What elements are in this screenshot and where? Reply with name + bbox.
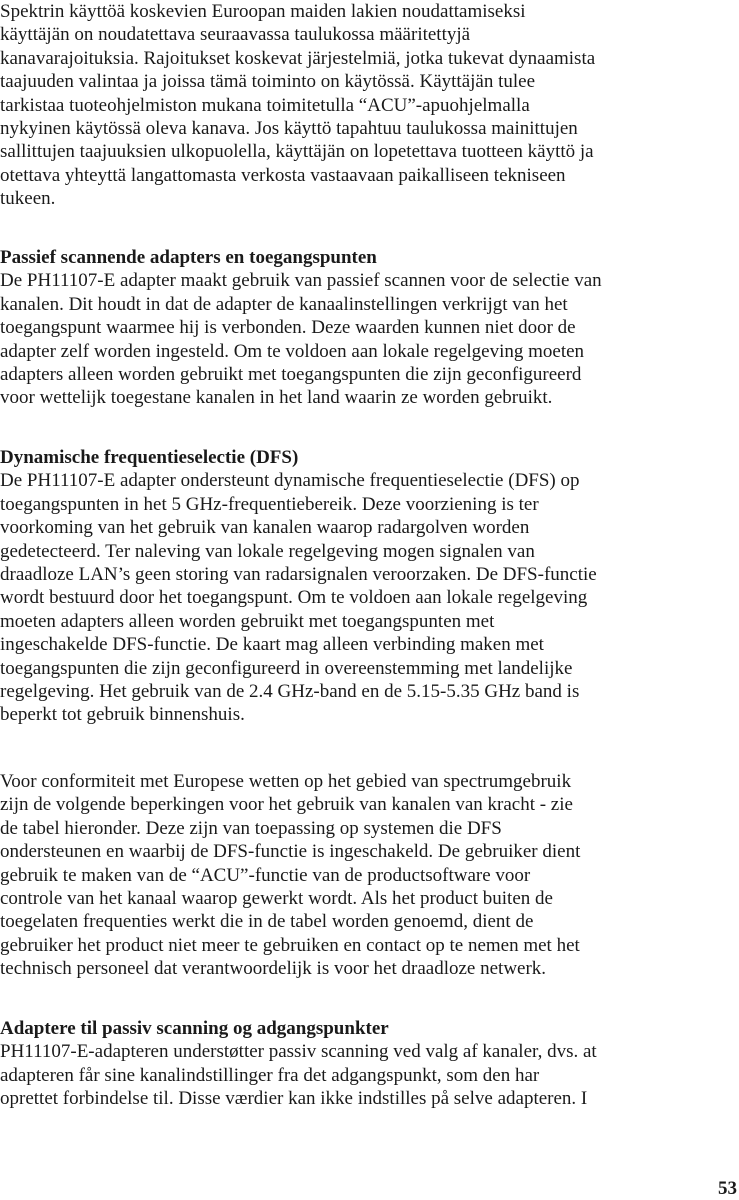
text-line: toegangspunt waarmee hij is verbonden. Deze waarden kunnen niet door de	[0, 317, 576, 339]
page-number: 53	[718, 1178, 737, 1199]
text-line: beperkt tot gebruik binnenshuis.	[0, 704, 245, 726]
text-line: toegangspunten in het 5 GHz-frequentiebereik. Deze voorziening is ter	[0, 493, 539, 515]
paragraph-finnish	[0, 0, 595, 211]
text-line: taajuuden valintaa ja joissa tämä toiminto on käytössä. Käyttäjän tulee	[0, 71, 536, 93]
text-line: ondersteunen en waarbij de DFS-functie is ingeschakeld. De gebruiker dient	[0, 841, 581, 863]
text-line: regelgeving. Het gebruik van de 2.4 GHz-band en de 5.15-5.35 GHz band is	[0, 681, 580, 703]
paragraph-conformity-nl	[0, 770, 580, 981]
text-line: controle van het kanaal waarop gewerkt wordt. Als het product buiten de	[0, 888, 553, 910]
text-line: toegelaten frequenties werkt die in de tabel worden genoemd, dient de	[0, 911, 534, 933]
text-line: nykyinen käytössä oleva kanava. Jos käyttö tapahtuu taulukossa mainittujen	[0, 118, 578, 140]
text-line: PH11107-E-adapteren understøtter passiv scanning ved valg af kanaler, dvs. at	[0, 1041, 597, 1063]
text-line: zijn de volgende beperkingen voor het gebruik van kanalen van kracht - zie	[0, 794, 573, 816]
text-line: toegangspunten die zijn geconfigureerd in overeenstemming met landelijke	[0, 657, 573, 679]
text-line: käyttäjän on noudatettava seuraavassa taulukossa määritettyjä	[0, 24, 471, 46]
text-line: otettava yhteyttä langattomasta verkosta vastaavaan paikalliseen tekniseen	[0, 164, 566, 186]
text-line: kanavarajoituksia. Rajoitukset koskevat järjestelmiä, jotka tukevat dynaamista	[0, 47, 596, 69]
section-heading: Adaptere til passiv scanning og adgangspunkter	[0, 1018, 389, 1039]
text-line: gebruiker het product niet meer te gebruiken en contact op te nemen met het	[0, 934, 580, 956]
text-line: voorkoming van het gebruik van kanalen waarop radargolven worden	[0, 517, 530, 539]
section-passive-scanning-nl	[0, 246, 602, 410]
text-line: oprettet forbindelse til. Disse værdier kan ikke indstilles på selve adapteren. I	[0, 1088, 588, 1110]
section-heading: Passief scannende adapters en toegangspunten	[0, 247, 377, 268]
text-line: wordt bestuurd door het toegangspunt. Om te voldoen aan lokale regelgeving	[0, 587, 588, 609]
text-line: adapters alleen worden gebruikt met toegangspunten die zijn geconfigureerd	[0, 364, 582, 386]
text-line: voor wettelijk toegestane kanalen in het land waarin ze worden gebruikt.	[0, 387, 553, 409]
text-line: technisch personeel dat verantwoordelijk is voor het draadloze netwerk.	[0, 958, 547, 980]
text-line: gedetecteerd. Ter naleving van lokale regelgeving mogen signalen van	[0, 540, 535, 562]
text-line: kanalen. Dit houdt in dat de adapter de kanaalinstellingen verkrijgt van het	[0, 293, 568, 315]
text-line: draadloze LAN’s geen storing van radarsignalen veroorzaken. De DFS-functie	[0, 564, 597, 586]
section-dfs-nl	[0, 446, 597, 727]
text-line: moeten adapters alleen worden gebruikt met toegangspunten met	[0, 610, 495, 632]
text-line: De PH11107-E adapter maakt gebruik van passief scannen voor de selectie van	[0, 270, 602, 292]
text-line: ingeschakelde DFS-functie. De kaart mag alleen verbinding maken met	[0, 634, 544, 656]
section-passive-scanning-da	[0, 1017, 597, 1111]
text-line: tukeen.	[0, 188, 56, 210]
text-line: Voor conformiteit met Europese wetten op het gebied van spectrumgebruik	[0, 771, 572, 792]
text-line: De PH11107-E adapter ondersteunt dynamische frequentieselectie (DFS) op	[0, 470, 580, 492]
text-line: adapter zelf worden ingesteld. Om te voldoen aan lokale regelgeving moeten	[0, 340, 585, 362]
text-line: Spektrin käyttöä koskevien Euroopan maiden lakien noudattamiseksi	[0, 1, 526, 22]
text-line: tarkistaa tuoteohjelmiston mukana toimitetulla “ACU”-apuohjelmalla	[0, 94, 530, 116]
text-line: gebruik te maken van de “ACU”-functie van de productsoftware voor	[0, 864, 531, 886]
text-line: adapteren får sine kanalindstillinger fra det adgangspunkt, som den har	[0, 1064, 540, 1086]
text-line: sallittujen taajuuksien ulkopuolella, käyttäjän on lopetettava tuotteen käyttö ja	[0, 141, 594, 163]
section-heading: Dynamische frequentieselectie (DFS)	[0, 447, 299, 468]
text-line: de tabel hieronder. Deze zijn van toepassing op systemen die DFS	[0, 817, 502, 839]
